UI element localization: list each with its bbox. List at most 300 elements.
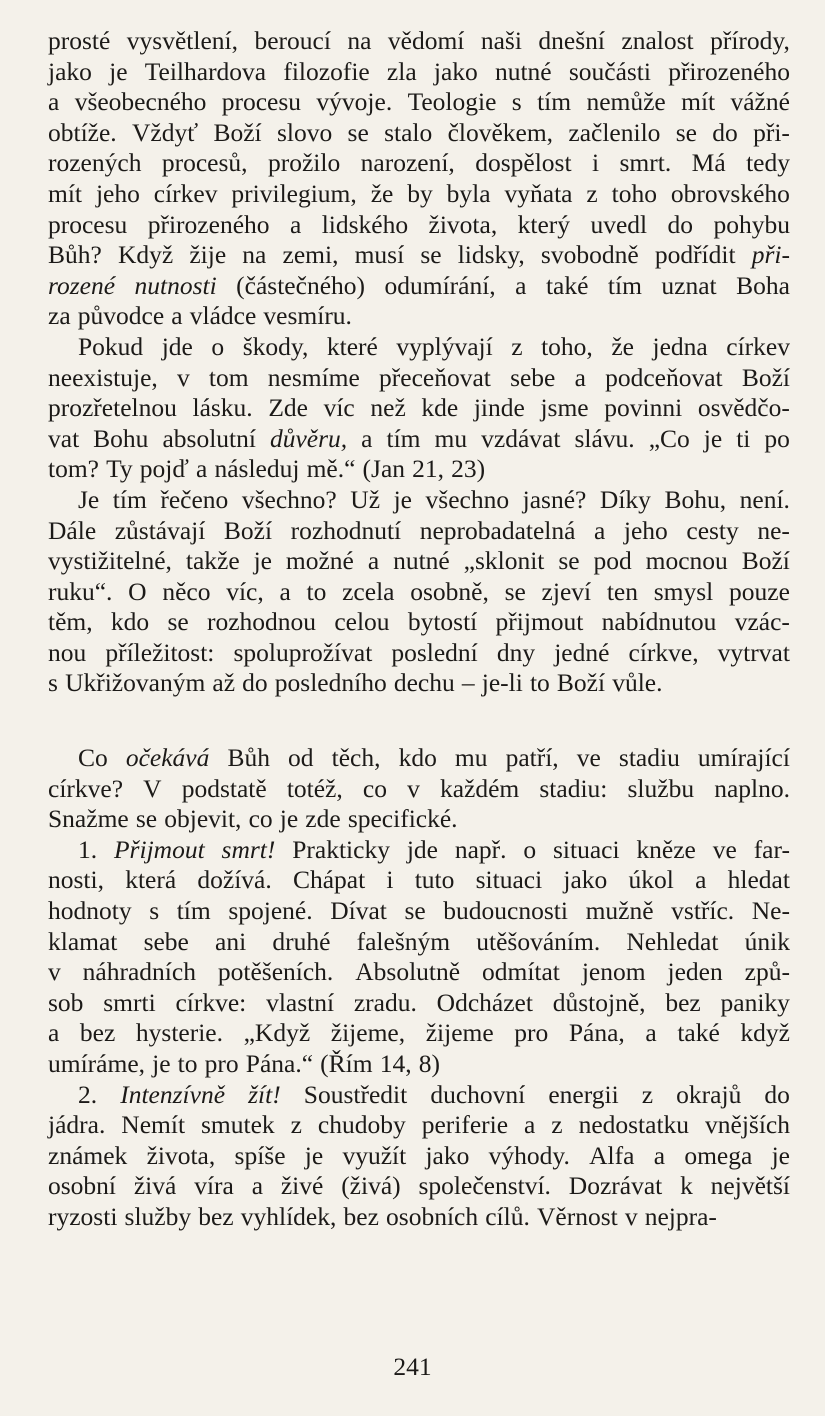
word: Teilhardova [144,56,267,86]
word: Bohu [93,423,149,453]
word: a [645,1018,657,1048]
word: 23) [451,454,486,484]
word: beroucí [254,26,331,55]
word: nou [48,637,87,667]
word: a [524,1110,536,1140]
word: a [289,209,302,239]
word: Boží [213,117,262,147]
word: pojď [139,454,189,484]
word: který [517,209,571,239]
word: spojené. [228,896,313,926]
word: obtíže. [48,117,117,147]
word: je [771,1140,790,1170]
word: neexistuje, [48,362,158,392]
word: mu [454,743,488,773]
text-line [48,668,790,699]
word: příležitost: [105,637,215,667]
word: následuj [214,454,300,484]
word: jádra. [48,1110,106,1140]
word: svobodně [540,240,639,270]
word: nesmíme [267,362,360,392]
word: je [152,1049,171,1078]
word: lidsky, [457,240,525,270]
word: a [196,454,208,484]
text-line [48,835,790,866]
word: O [128,576,147,606]
word: zla [386,56,417,86]
word: se [135,804,158,834]
word: tím [176,896,211,926]
word: tom? [48,454,99,484]
text-line [48,774,790,805]
page-number: 241 [393,1352,432,1381]
word: cesty [686,515,739,545]
word: do [712,117,738,147]
word: nosti, [48,865,104,895]
word: vážné [730,87,790,117]
word: která [125,865,177,895]
word: pod [593,546,632,576]
word: začlenilo [568,117,661,147]
word: Boží [223,515,273,545]
word: prožilo [267,148,341,178]
italic-word: Intenzívně [120,1079,226,1109]
word: z [586,178,598,208]
text-line [48,26,790,57]
word: řečeno [160,484,229,514]
word: úkol [628,865,674,895]
word: sob [48,987,84,1017]
word: privilegium, [231,178,357,208]
word: neprobadatelná [419,515,576,545]
word: tím [112,484,147,514]
paragraph [48,835,790,1080]
word: z [641,1079,654,1109]
word: V [143,773,162,803]
word: nejpra- [644,1201,717,1231]
word: Boží [741,546,790,576]
word: kdo [110,607,150,637]
word: pro [204,1049,239,1078]
word: sebe [143,926,189,956]
word: rozhodnutí [290,515,402,545]
word: prozřetelnou [48,393,177,423]
word: osobních [386,1201,479,1231]
word: jinde [473,393,525,423]
word: při- [753,117,790,147]
word: žije [189,240,227,270]
word: možné [285,546,354,576]
word: podstatě [181,773,267,803]
word: odmítat [481,957,560,987]
word: ve [576,743,601,773]
word: dnešní [538,26,605,55]
word: Bůh [227,743,270,773]
word: Boží [741,362,790,392]
word: – [461,668,475,698]
word: umíráme, [48,1049,146,1078]
word: ve [712,834,737,864]
word: a [171,301,183,331]
word: víc, [226,576,264,606]
word: stadiu [618,743,680,773]
word: přirozeného [668,56,790,86]
word: toho [611,178,657,208]
word: Věrnost [536,1201,618,1231]
text-line [48,988,790,1019]
word: Dozrávat [568,1171,663,1201]
word: bez [343,1201,379,1231]
word: ryzosti [48,1201,118,1231]
word: rozených [48,148,142,178]
word: vyplývají [396,331,493,361]
word: jako [425,1140,470,1170]
word: po [764,423,790,453]
text-line [48,1141,790,1172]
word: o [523,834,537,864]
word: stadiu: [539,773,608,803]
word: absolutní [162,423,256,453]
word: nabídnutou [601,607,717,637]
word: procesu [48,209,128,239]
word: pohybu [713,209,790,239]
word: okrajů [676,1079,742,1109]
word: 2. [78,1079,98,1109]
word: se [347,117,369,147]
word: a [594,515,606,545]
word: vyňata [504,178,573,208]
word: dny [496,637,536,667]
word: „Co [648,423,690,453]
word: druhé [272,926,331,956]
word: největší [710,1171,790,1201]
word: není. [739,484,790,514]
word: situaci [475,865,543,895]
word: musí [354,240,405,270]
word: Má [691,148,726,178]
text-line [48,240,790,271]
text-line [48,638,790,669]
word: dospělost [475,148,572,178]
text-line [48,804,790,835]
word: Ukřižovaným [65,668,206,698]
word: ne- [757,515,790,545]
word: náhradních [82,957,196,987]
word: zde [305,804,341,834]
word: tím [386,423,421,453]
word: od [288,743,314,773]
word: by [407,178,433,208]
word: Když [117,240,174,270]
word: ti [736,423,751,453]
word: součásti [568,56,651,86]
word: na [347,26,372,55]
word: z [551,1110,563,1140]
text-line [48,393,790,424]
paragraph [48,485,790,699]
word: procesů, [161,148,248,178]
word: mít [48,178,83,208]
word: těch, [331,743,381,773]
word: Co [78,743,108,773]
text-line [48,332,790,363]
word: i [386,865,394,895]
text-line [48,1049,790,1080]
word: všeobecného [74,87,207,117]
word: ruku“. [48,576,113,606]
word: Dívat [330,896,387,926]
word: nedostatku [578,1110,690,1140]
word: až [212,668,236,698]
word: života, [146,1140,216,1170]
word: Teologie [407,87,497,117]
text-line [48,607,790,638]
text-line [48,516,790,547]
word: uznat [661,270,717,300]
word: dechu [393,668,455,698]
word: a [48,1018,60,1048]
word: znalost [621,26,694,55]
word: ten [606,576,638,606]
word: Zde [268,393,308,423]
word: Pána, [568,1018,625,1048]
word: omega [684,1140,753,1170]
word: jedna [652,331,708,361]
text-line [48,87,790,118]
word: pouze [729,576,790,606]
word: za [48,301,71,331]
word: je [109,56,128,86]
word: periferie [421,1110,509,1140]
word: důstojně, [552,987,646,1017]
text-line [48,485,790,516]
text-line [48,1110,790,1141]
word: službu [627,773,695,803]
word: naši [480,26,522,55]
word: je [279,804,299,834]
word: něco [162,576,211,606]
word: do [667,209,694,239]
word: jedné [554,637,610,667]
word: smrt. [619,148,672,178]
text-line [48,1080,790,1111]
text-line [48,57,790,88]
word: víc [323,393,355,423]
word: a [574,362,586,392]
word: „sklonit [463,546,545,576]
word: osvědčo- [697,393,790,423]
word: smysl [653,576,714,606]
word: bytostí [407,607,478,637]
word: v [48,957,61,987]
text-line [48,1018,790,1049]
word: Odcházet [436,987,533,1017]
italic-word: očekává [125,743,210,773]
word: situaci [552,834,620,864]
word: podřídit [654,240,736,270]
word: živá [133,1171,177,1201]
word: cílů. [485,1201,530,1231]
word: rozhodnou [206,607,317,637]
word: živé [280,1171,324,1201]
word: mužně [585,896,654,926]
word: bez [198,1201,234,1231]
word: vesmíru. [263,301,352,331]
word: žijeme, [330,1018,406,1048]
italic-word: důvěru, [269,423,348,453]
word: žijeme [425,1018,494,1048]
text-line [48,424,790,455]
italic-word: při- [751,240,790,270]
word: spíše [234,1140,286,1170]
text-line [48,1171,790,1202]
word: osobní [48,1171,117,1201]
word: k [680,1171,693,1201]
word: se [675,117,697,147]
text-line [48,865,790,896]
word: falešným [356,926,451,956]
word: 14, [379,1049,412,1078]
word: se [404,896,426,926]
word: i [591,148,600,178]
text-line [48,454,790,485]
word: únik [744,926,790,956]
word: je [393,484,412,514]
word: tuto [414,865,455,895]
paragraph [48,743,790,835]
italic-word: Přijmout [113,834,205,864]
word: z [511,331,523,361]
italic-word: žít! [248,1079,281,1109]
word: jasné? [522,484,587,514]
word: také [545,270,589,300]
text-line [48,148,790,179]
word: než [370,393,406,423]
word: smutek [201,1110,275,1140]
word: společenství. [418,1171,551,1201]
word: to [177,1049,198,1078]
word: jeho [623,515,668,545]
word: tím [607,270,642,300]
word: Snažme [48,804,129,834]
word: (částečného) [236,270,366,300]
word: smrti [103,987,156,1017]
word: Nemít [121,1110,186,1140]
word: jeden [667,957,723,987]
word: Chápat [292,865,366,895]
word: vat [48,423,80,453]
text-line [48,1202,790,1233]
word: (Jan [362,454,406,484]
word: Ty [106,454,133,484]
word: Ne- [751,896,790,926]
word: takže [185,546,240,576]
paragraph [48,26,790,332]
word: far- [753,834,790,864]
word: života, [428,209,498,239]
word: a [48,87,60,117]
text-line [48,363,790,394]
word: stalo [384,117,433,147]
word: a [367,546,380,576]
word: utěšováním. [476,926,601,956]
word: povinni [604,393,683,423]
word: vůle. [612,668,663,698]
word: vytrvat [717,637,790,667]
word: o [211,331,225,361]
word: zjeví [541,576,592,606]
word: církve? [48,773,124,803]
word: se [504,576,526,606]
word: známek [48,1140,128,1170]
word: s [149,896,160,926]
text-line [48,577,790,608]
word: vědomí [387,26,465,55]
word: se [167,607,189,637]
text-line [48,118,790,149]
word: bez [665,987,701,1017]
word: byla [446,178,491,208]
word: přeceňovat [379,362,491,392]
word: a [361,423,373,453]
word: všechno? [241,484,337,514]
word: do [764,1079,790,1109]
word: tom [208,362,249,392]
word: jako [563,865,608,895]
word: Dále [48,515,97,545]
word: církev [726,331,790,361]
word: budoucnosti [443,896,568,926]
word: jako [48,56,92,86]
word: ani [215,926,247,956]
word: zemi, [282,240,339,270]
word: filozofie [283,56,370,86]
word: mocnou [645,546,728,576]
word: mě.“ [306,454,356,484]
word: Boha [736,270,790,300]
word: a [251,1171,264,1201]
text-line [48,927,790,958]
word: církve, [628,637,699,667]
paragraph [48,1080,790,1233]
word: je-li [481,668,523,698]
word: posledního [274,668,387,698]
word: z [290,1110,302,1140]
text-line [48,957,790,988]
paragraph [48,332,790,485]
word: kde [421,393,459,423]
word: patří, [505,743,559,773]
word: hledat [727,865,790,895]
word: že [370,178,394,208]
word: nutné [494,56,552,86]
word: vzác- [734,607,790,637]
word: Prakticky [292,834,390,864]
word: mu [434,423,468,453]
word: že [611,331,634,361]
text-line [48,546,790,577]
word: vyhlídek, [240,1201,337,1231]
word: vlastní [266,987,335,1017]
word: slávu. [574,423,635,453]
text-line [48,301,790,332]
word: se [558,546,580,576]
word: celou [334,607,390,637]
word: které [326,331,378,361]
word: umírající [697,743,790,773]
word: pro [514,1018,549,1048]
word: kněze [636,834,696,864]
